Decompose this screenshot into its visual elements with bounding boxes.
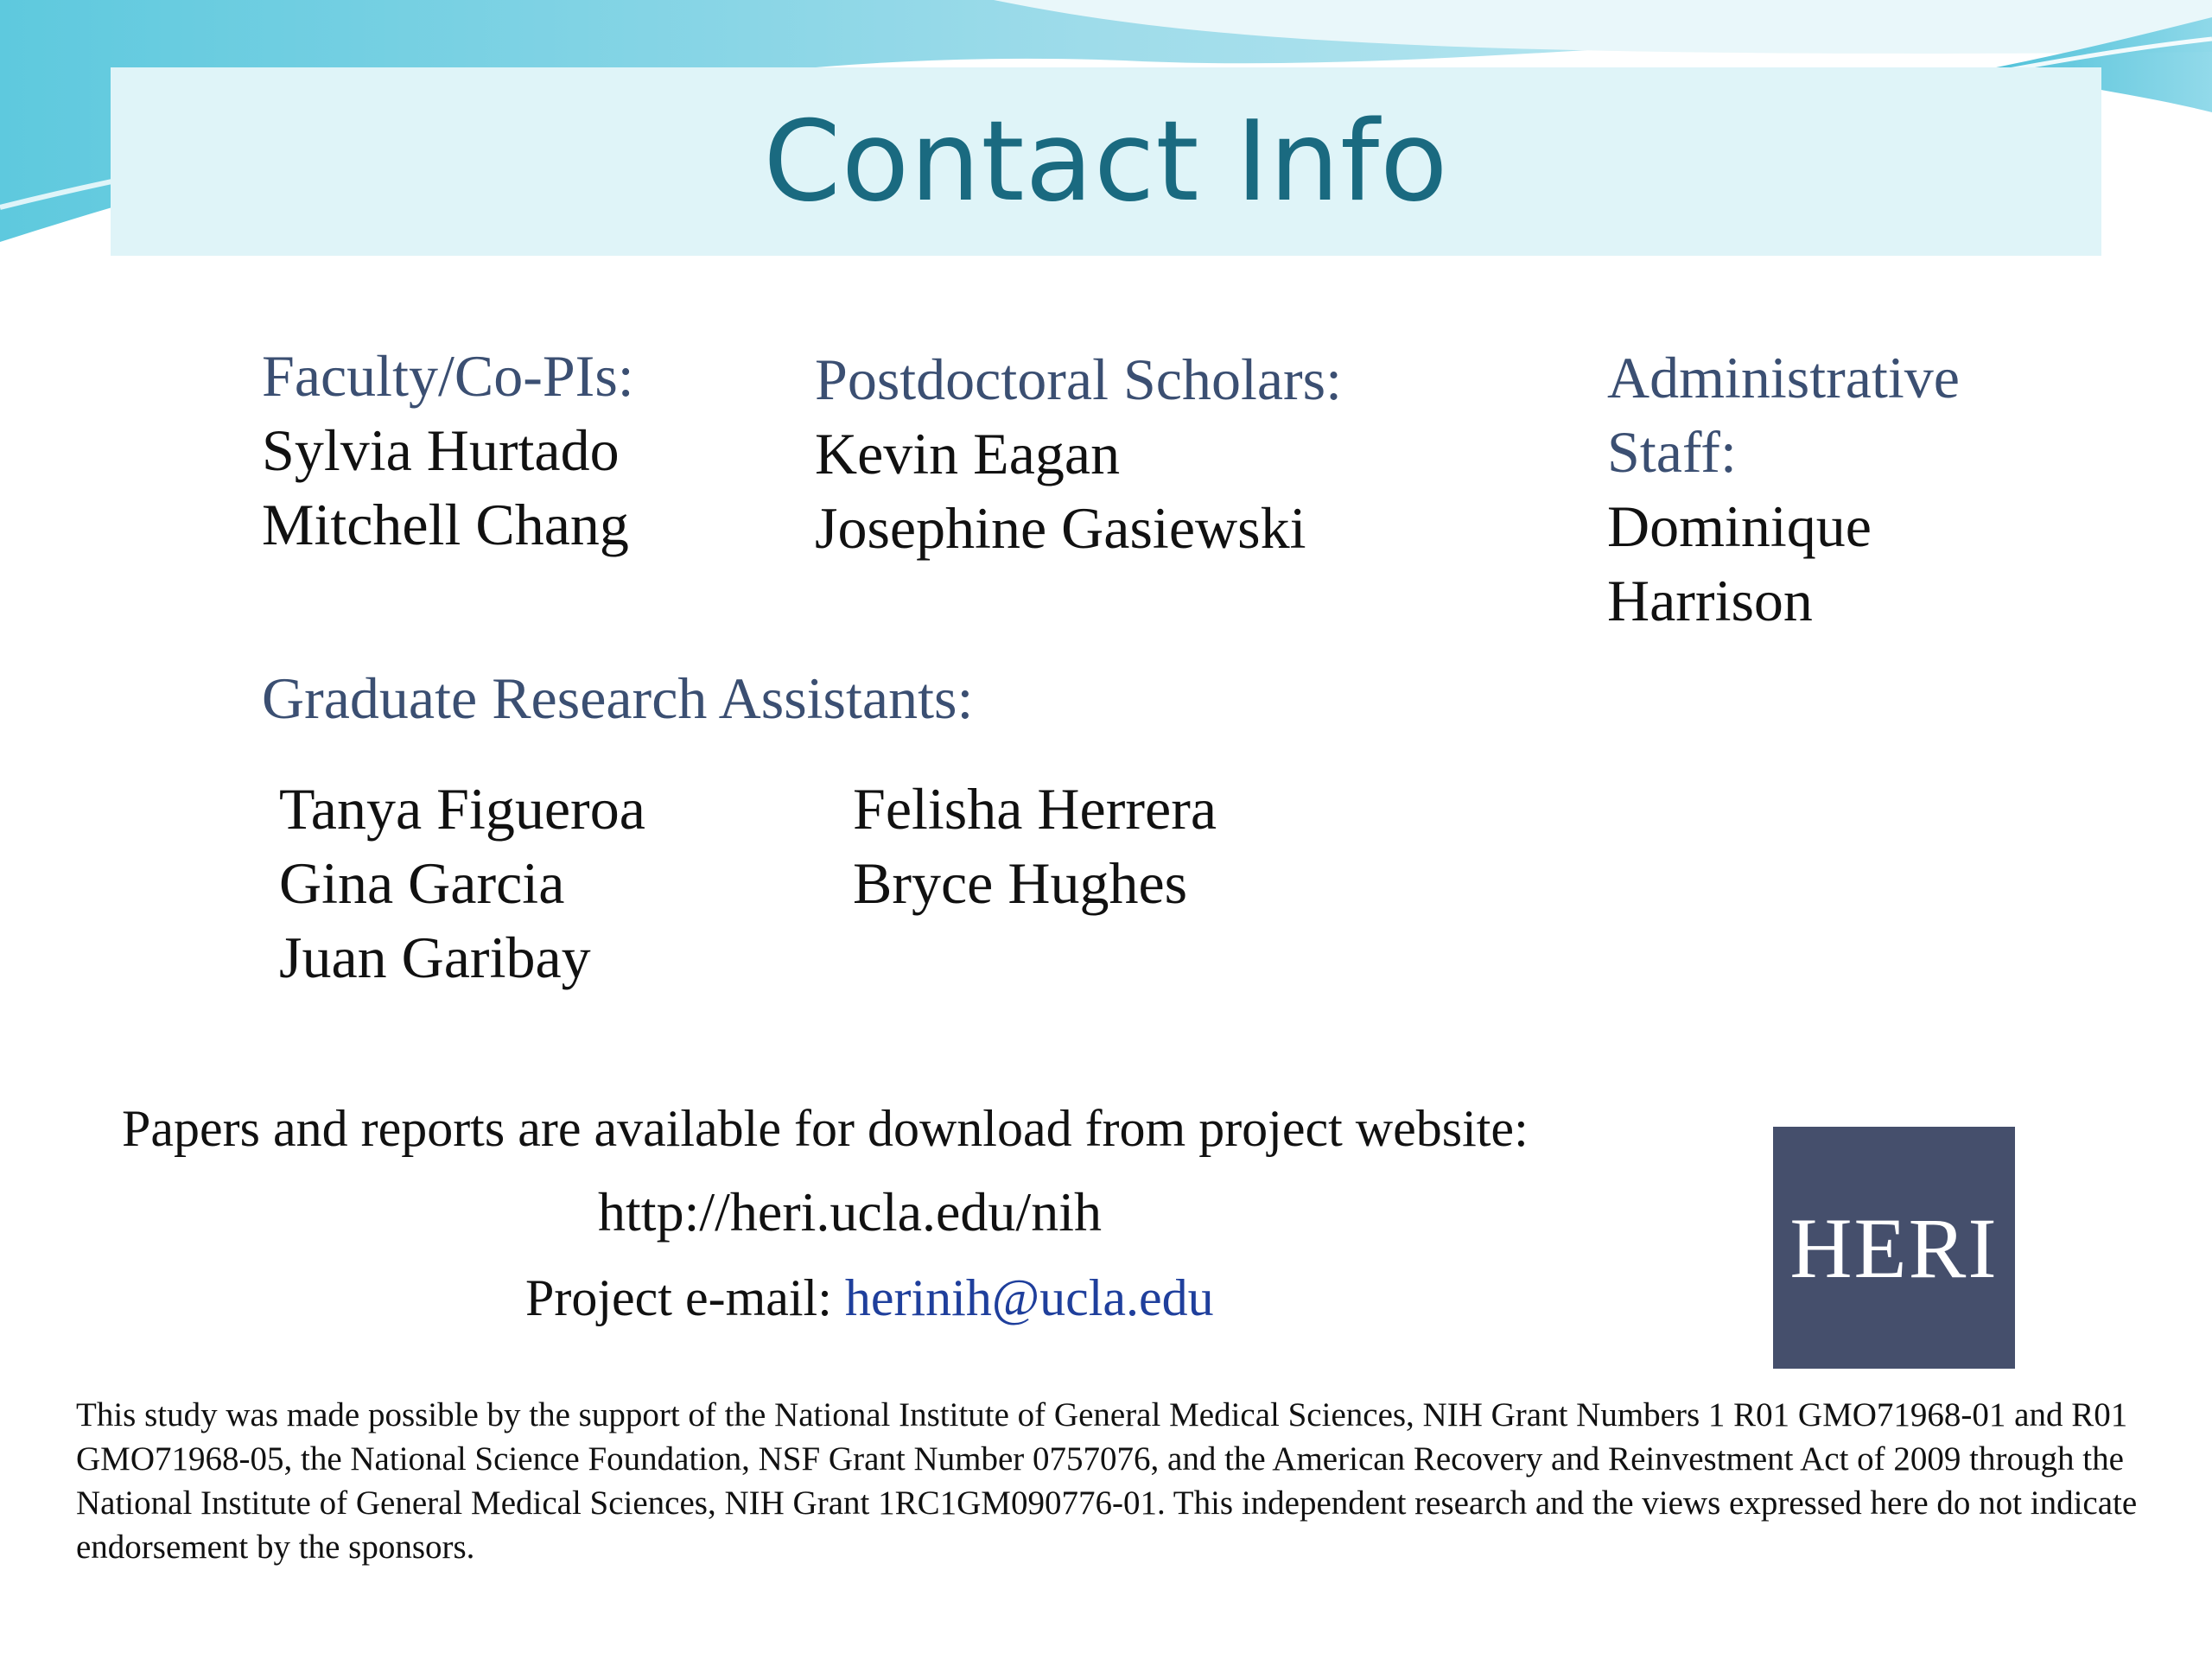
gra-name: Tanya Figueroa	[279, 776, 645, 842]
gra-name: Gina Garcia	[279, 850, 565, 916]
gra-header: Graduate Research Assistants:	[262, 665, 974, 731]
heri-logo-text: HERI	[1789, 1199, 1999, 1296]
gra-name: Juan Garibay	[279, 925, 591, 990]
admin-section	[1607, 340, 1960, 638]
gra-column-2	[853, 772, 1217, 920]
email-label: Project e-mail:	[525, 1269, 845, 1326]
email-line	[525, 1268, 1214, 1328]
faculty-header: Faculty/Co-PIs:	[262, 343, 634, 409]
gra-name: Bryce Hughes	[853, 850, 1188, 916]
project-url[interactable]: http://heri.ucla.edu/nih	[598, 1181, 1102, 1243]
postdocs-section	[815, 342, 1342, 565]
email-link[interactable]: herinih@ucla.edu	[844, 1269, 1214, 1326]
gra-column-1	[279, 772, 645, 995]
faculty-name: Mitchell Chang	[262, 492, 629, 557]
admin-name-line2: Harrison	[1607, 568, 1813, 633]
title-bar	[111, 67, 2101, 256]
postdoc-name: Josephine Gasiewski	[815, 495, 1306, 561]
slide-title: Contact Info	[763, 97, 1449, 226]
admin-header-line1: Administrative	[1607, 345, 1960, 410]
postdocs-header: Postdoctoral Scholars:	[815, 346, 1343, 412]
admin-name-line1: Dominique	[1607, 493, 1872, 559]
heri-logo	[1773, 1127, 2015, 1369]
faculty-section	[262, 339, 634, 562]
postdoc-name: Kevin Eagan	[815, 421, 1121, 486]
admin-header-line2: Staff:	[1607, 419, 1737, 485]
gra-name: Felisha Herrera	[853, 776, 1217, 842]
availability-text: Papers and reports are available for download from project website:	[122, 1100, 1529, 1157]
funding-footnote: This study was made possible by the support of the National Institute of General Medical Sciences, NIH Grant Numbers 1 R01 GMO71968-01 and R01 GMO71968-05, the National Science Foundation, NSF Grant Number 0757076, and the American Recovery and Reinvestment Act of 2009 through the National Institute of General Medical Sciences, NIH Grant 1RC1GM090776-01. This independent research and the views expressed here do not indicate endorsement by the sponsors.	[76, 1396, 2138, 1566]
faculty-name: Sylvia Hurtado	[262, 417, 620, 483]
